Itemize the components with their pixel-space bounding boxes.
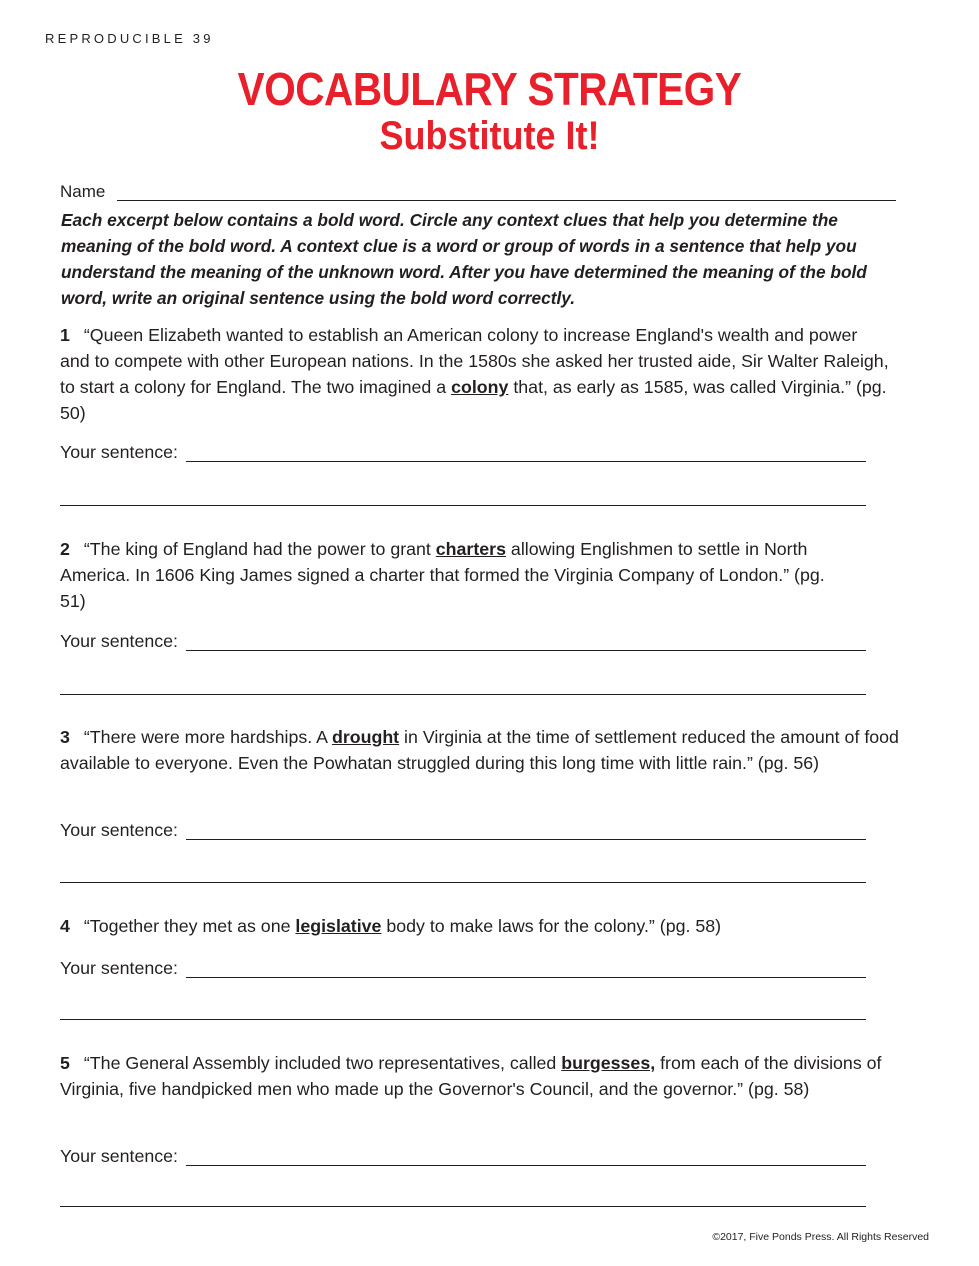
excerpt-after: allowing Englishmen to settle in North America. In 1606 King James signed a charter that formed the Virginia Company of London.” (pg. 51) [60,539,825,611]
sentence-row [60,820,866,842]
sentence-write-line-2[interactable] [60,1206,866,1207]
item-number: 5 [60,1053,70,1073]
item-number: 1 [60,325,70,345]
excerpt-before: “The king of England had the power to grant [83,539,436,559]
excerpt-after: that, as early as 1585, was called Virginia.” (pg. 50) [60,377,887,423]
sentence-write-line-2[interactable] [60,882,866,883]
bold-word: charters [435,539,506,559]
sentence-row [60,442,866,464]
sentence-label: Your sentence: [60,1146,178,1166]
bold-word: drought [331,727,400,747]
sentence-label: Your sentence: [60,820,178,840]
sentence-write-line-2[interactable] [60,694,866,695]
excerpt-item-1 [60,322,915,462]
reproducible-label: REPRODUCIBLE 39 [45,31,214,46]
sentence-write-line[interactable] [186,839,866,840]
sentence-write-line[interactable] [186,650,866,651]
bold-word: colony [451,377,509,397]
item-number: 2 [60,539,70,559]
excerpt-after: body to make laws for the colony.” (pg. 58) [381,916,722,936]
excerpt-before: “The General Assembly included two representatives, called [83,1053,562,1073]
excerpt-text [60,724,915,776]
excerpt-text [60,322,890,426]
excerpt-text [60,1050,915,1102]
sentence-write-line-2[interactable] [60,1019,866,1020]
sentence-write-line[interactable] [186,1165,866,1166]
excerpt-item-2 [60,536,915,651]
excerpt-before: “There were more hardships. A [83,727,332,747]
sentence-write-line[interactable] [186,977,866,978]
excerpt-item-4 [60,913,915,978]
excerpt-after: from each of the divisions of Virginia, five handpicked men who made up the Governor's Council, and the governor.” (pg. 58) [60,1053,882,1099]
sentence-row [60,958,866,980]
excerpt-text [60,913,915,939]
sentence-label: Your sentence: [60,442,178,462]
bold-word: burgesses, [561,1053,656,1073]
sentence-write-line[interactable] [186,461,866,462]
bold-word: legislative [295,916,382,936]
name-label: Name [60,182,106,201]
excerpt-before: “Together they met as one [83,916,296,936]
page-title: VOCABULARY STRATEGY [237,63,742,115]
name-write-line[interactable] [117,200,896,201]
item-number: 3 [60,727,70,747]
excerpt-item-5 [60,1050,915,1166]
sentence-write-line-2[interactable] [60,505,866,506]
excerpt-text [60,536,850,614]
item-number: 4 [60,916,70,936]
copyright: ©2017, Five Ponds Press. All Rights Reserved [712,1231,929,1243]
instructions: Each excerpt below contains a bold word. Circle any context clues that help you determine the meaning of the bold word. A context clue is a word or group of words in a sentence that help you understand the meaning of the unknown word. After you have determined the meaning of the bold word, write an original sentence using the bold word correctly. [61,210,867,308]
excerpt-before: “Queen Elizabeth wanted to establish an American colony to increase England's wealth and power and to compete with other European nations. In the 1580s she asked her trusted aide, Sir Walter Raleigh, to start a colony for England. The two imagined a [60,325,889,397]
sentence-label: Your sentence: [60,958,178,978]
sentence-row [60,631,866,653]
name-field [60,182,896,206]
excerpt-item-3 [60,724,915,840]
page-subtitle: Substitute It! [379,114,600,158]
excerpt-after: in Virginia at the time of settlement reduced the amount of food available to everyone. Even the Powhatan struggled during this long time with little rain.” (pg. 56) [60,727,899,773]
sentence-row [60,1146,866,1168]
sentence-label: Your sentence: [60,631,178,651]
